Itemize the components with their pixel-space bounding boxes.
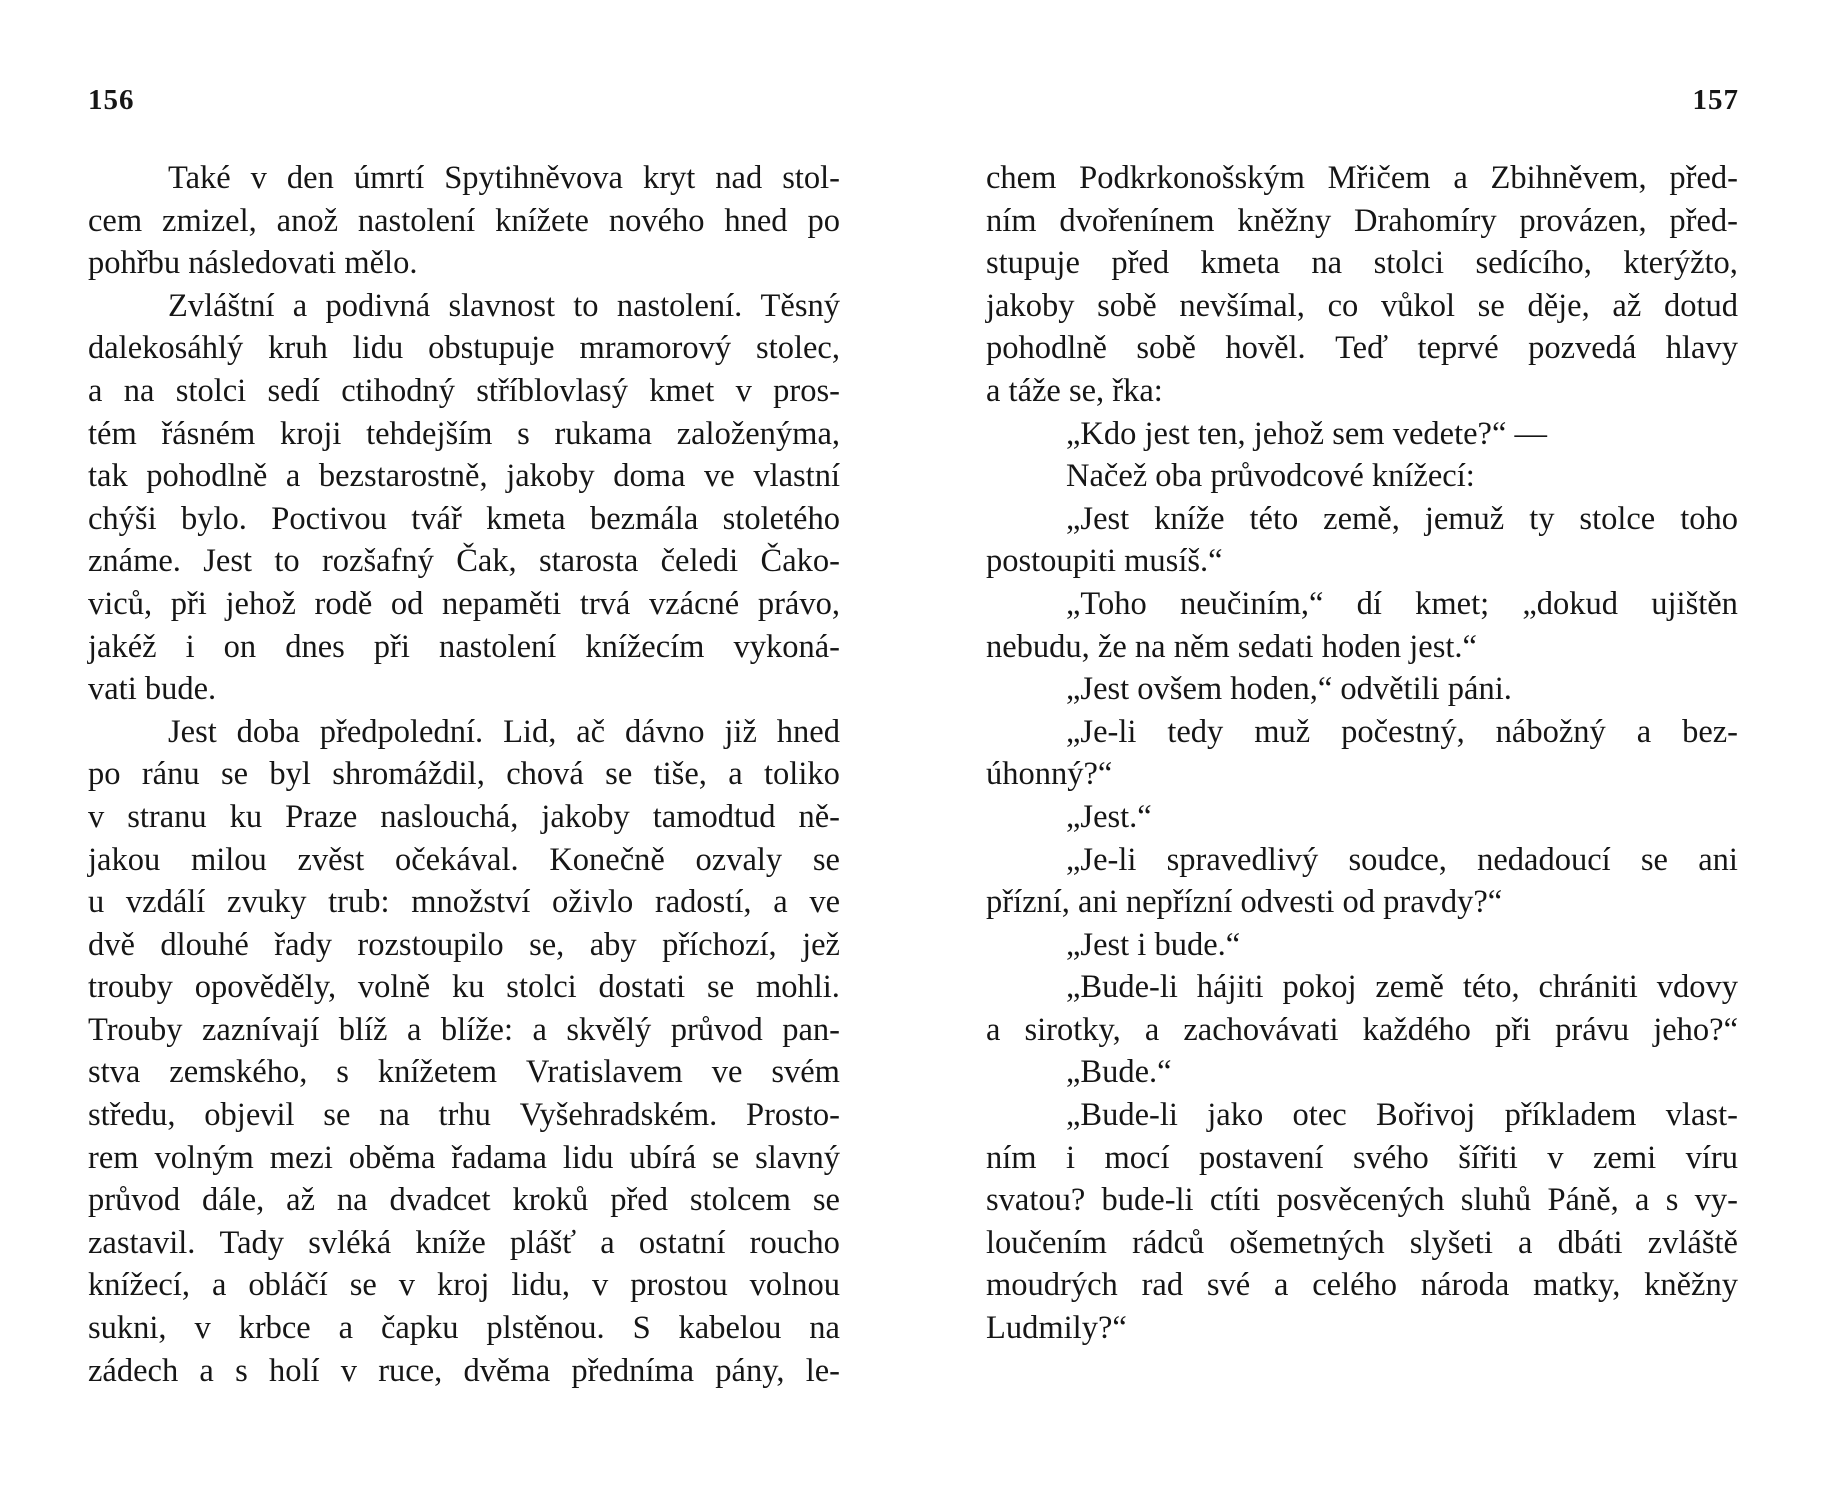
text-line: moudrých rad své a celého národa matky, kněžny [986, 1267, 1738, 1304]
text-line: a sirotky, a zachovávati každého při právu jeho?“ [986, 1011, 1738, 1048]
text-line: zastavil. Tady svléká kníže plášť a ostatní roucho [88, 1224, 840, 1261]
page-number-left: 156 [88, 84, 135, 116]
text-line: známe. Jest to rozšafný Čak, starosta čeledi Čako- [88, 543, 840, 580]
text-line: pohodlně sobě hověl. Teď teprvé pozvedá hlavy [986, 330, 1738, 367]
text-line: středu, objevil se na trhu Vyšehradském. Prosto- [88, 1097, 840, 1134]
right-page-text [986, 157, 1738, 1350]
text-line: po ránu se byl shromáždil, chová se tiše, a toliko [88, 756, 840, 793]
text-line: dalekosáhlý kruh lidu obstupuje mramorový stolec, [88, 330, 840, 367]
text-line: „Kdo jest ten, jehož sem vedete?“ — [1066, 415, 1547, 452]
text-line: cem zmizel, anož nastolení knížete nového hned po [88, 202, 840, 239]
text-line: nebudu, že na něm sedati hoden jest.“ [986, 628, 1477, 665]
text-line: rem volným mezi oběma řadama lidu ubírá se slavný [88, 1139, 840, 1176]
text-line: dvě dlouhé řady rozstoupilo se, aby příchozí, jež [88, 926, 840, 963]
text-line: postoupiti musíš.“ [986, 543, 1223, 580]
text-line: stva zemského, s knížetem Vratislavem ve svém [88, 1054, 840, 1091]
text-line: Jest doba předpolední. Lid, ač dávno již hned [168, 713, 840, 750]
text-line: „Bude.“ [1066, 1054, 1172, 1091]
text-line: „Bude-li jako otec Bořivoj příkladem vlast- [1066, 1097, 1738, 1134]
text-line: jakéž i on dnes při nastolení knížecím vykoná- [88, 628, 840, 665]
text-line: svatou? bude-li ctíti posvěcených sluhů Páně, a s vy- [986, 1182, 1738, 1219]
text-line: pohřbu následovati mělo. [88, 245, 418, 282]
text-line: chýši bylo. Poctivou tvář kmeta bezmála stoletého [88, 500, 840, 537]
text-line: u vzdálí zvuky trub: množství oživlo radostí, a ve [88, 884, 840, 921]
text-line: Zvláštní a podivná slavnost to nastolení. Těsný [168, 287, 840, 324]
text-line: jakoby sobě nevšímal, co vůkol se děje, až dotud [986, 287, 1738, 324]
text-line: tak pohodlně a bezstarostně, jakoby doma ve vlastní [88, 458, 840, 495]
text-line: „Jest i bude.“ [1066, 926, 1241, 963]
text-line: chem Podkrkonošským Mřičem a Zbihněvem, před- [986, 160, 1738, 196]
text-line: „Jest kníže této země, jemuž ty stolce toho [1066, 500, 1738, 537]
text-line: ním i mocí postavení svého šířiti v zemi víru [986, 1139, 1738, 1176]
text-line: úhonný?“ [986, 756, 1113, 793]
text-line: ním dvořenínem kněžny Drahomíry provázen, před- [986, 202, 1738, 239]
text-line: Načež oba průvodcové knížecí: [1066, 458, 1475, 495]
text-line: „Je-li tedy muž počestný, nábožný a bez- [1066, 713, 1738, 750]
text-line: „Jest.“ [1066, 798, 1152, 835]
text-line: „Jest ovšem hoden,“ odvětili páni. [1066, 671, 1512, 708]
text-line: přízní, ani nepřízní odvesti od pravdy?“ [986, 884, 1503, 921]
text-line: viců, při jehož rodě od nepaměti trvá vzácné právo, [88, 585, 840, 622]
text-line: tém řásném kroji tehdejším s rukama založenýma, [88, 415, 840, 452]
right-page [912, 0, 1824, 1500]
text-line: jakou milou zvěst očekával. Konečně ozvaly se [88, 841, 840, 878]
text-line: sukni, v krbce a čapku plstěnou. S kabelou na [88, 1310, 840, 1347]
text-line: vati bude. [88, 671, 217, 708]
text-line: Trouby zaznívají blíž a blíže: a skvělý průvod pan- [88, 1011, 840, 1048]
text-line: a na stolci sedí ctihodný stříblovlasý kmet v pros- [88, 372, 840, 409]
text-line: loučením rádců ošemetných slyšeti a dbáti zvláště [986, 1224, 1738, 1261]
text-line: „Toho neučiním,“ dí kmet; „dokud ujištěn [1066, 585, 1738, 622]
text-line: knížecí, a obláčí se v kroj lidu, v prostou volnou [88, 1267, 840, 1304]
page-number-right: 157 [1692, 84, 1739, 116]
text-line: „Bude-li hájiti pokoj země této, chrániti vdovy [1066, 969, 1738, 1006]
text-line: Také v den úmrtí Spytihněvova kryt nad stol- [168, 160, 840, 196]
text-line: v stranu ku Praze naslouchá, jakoby tamodtud ně- [88, 798, 840, 835]
text-line: Ludmily?“ [986, 1310, 1127, 1347]
text-line: a táže se, řka: [986, 372, 1163, 409]
text-line: zádech a s holí v ruce, dvěma předníma pány, le- [88, 1352, 840, 1389]
text-line: trouby opověděly, volně ku stolci dostati se mohli. [88, 969, 840, 1006]
left-page-text [88, 157, 840, 1392]
text-line: „Je-li spravedlivý soudce, nedadoucí se ani [1066, 841, 1738, 878]
text-line: průvod dále, až na dvadcet kroků před stolcem se [88, 1182, 840, 1219]
text-line: stupuje před kmeta na stolci sedícího, kterýžto, [986, 245, 1738, 282]
